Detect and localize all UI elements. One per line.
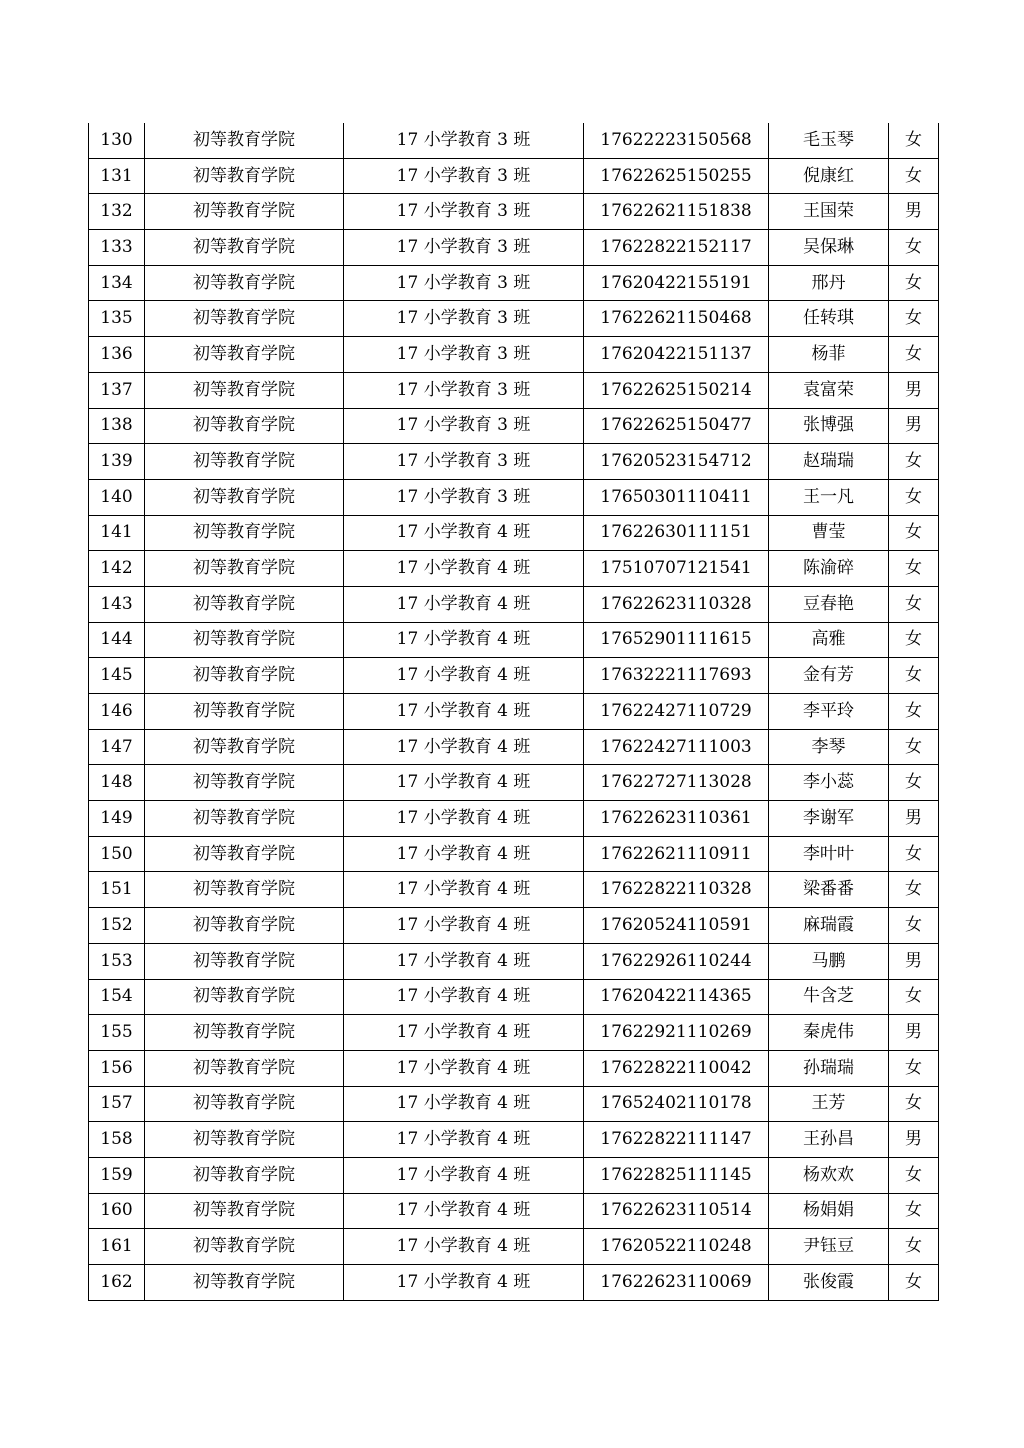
table-row [89, 1193, 939, 1229]
row-number-cell: 154 [89, 979, 145, 1015]
class-cell: 17 小学教育 4 班 [344, 1122, 584, 1158]
row-number-cell: 151 [89, 872, 145, 908]
student-name-cell: 孙瑞瑞 [769, 1050, 889, 1086]
student-id-cell: 17622621110911 [584, 836, 769, 872]
gender-cell: 女 [889, 1050, 939, 1086]
row-number-cell: 136 [89, 337, 145, 373]
class-cell: 17 小学教育 3 班 [344, 230, 584, 266]
class-cell: 17 小学教育 3 班 [344, 408, 584, 444]
college-cell: 初等教育学院 [145, 337, 344, 373]
table-row [89, 1086, 939, 1122]
college-cell: 初等教育学院 [145, 765, 344, 801]
table-row [89, 408, 939, 444]
row-number-cell: 142 [89, 551, 145, 587]
student-id-cell: 17622727113028 [584, 765, 769, 801]
table-row [89, 372, 939, 408]
class-cell: 17 小学教育 4 班 [344, 551, 584, 587]
row-number-cell: 132 [89, 194, 145, 230]
student-name-cell: 任转琪 [769, 301, 889, 337]
table-row [89, 908, 939, 944]
student-id-cell: 17622625150477 [584, 408, 769, 444]
college-cell: 初等教育学院 [145, 694, 344, 730]
gender-cell: 女 [889, 1229, 939, 1265]
table-row [89, 158, 939, 194]
gender-cell: 男 [889, 801, 939, 837]
student-id-cell: 17622623110069 [584, 1265, 769, 1301]
student-roster-table [88, 123, 939, 1301]
table-row [89, 265, 939, 301]
table-row [89, 1122, 939, 1158]
class-cell: 17 小学教育 3 班 [344, 265, 584, 301]
college-cell: 初等教育学院 [145, 408, 344, 444]
college-cell: 初等教育学院 [145, 979, 344, 1015]
student-name-cell: 杨菲 [769, 337, 889, 373]
college-cell: 初等教育学院 [145, 1086, 344, 1122]
class-cell: 17 小学教育 4 班 [344, 801, 584, 837]
row-number-cell: 139 [89, 444, 145, 480]
roster-body [89, 123, 939, 1300]
table-row [89, 872, 939, 908]
table-row [89, 694, 939, 730]
gender-cell: 男 [889, 372, 939, 408]
student-id-cell: 17620522110248 [584, 1229, 769, 1265]
college-cell: 初等教育学院 [145, 658, 344, 694]
student-id-cell: 17622621150468 [584, 301, 769, 337]
student-name-cell: 曹莹 [769, 515, 889, 551]
college-cell: 初等教育学院 [145, 194, 344, 230]
class-cell: 17 小学教育 4 班 [344, 872, 584, 908]
row-number-cell: 134 [89, 265, 145, 301]
student-name-cell: 赵瑞瑞 [769, 444, 889, 480]
student-id-cell: 17620524110591 [584, 908, 769, 944]
gender-cell: 男 [889, 194, 939, 230]
class-cell: 17 小学教育 4 班 [344, 729, 584, 765]
student-id-cell: 17622223150568 [584, 123, 769, 158]
student-id-cell: 17622623110514 [584, 1193, 769, 1229]
gender-cell: 男 [889, 408, 939, 444]
student-name-cell: 李小蕊 [769, 765, 889, 801]
gender-cell: 男 [889, 943, 939, 979]
student-name-cell: 杨娟娟 [769, 1193, 889, 1229]
student-name-cell: 李叶叶 [769, 836, 889, 872]
table-row [89, 1229, 939, 1265]
row-number-cell: 138 [89, 408, 145, 444]
student-id-cell: 17622921110269 [584, 1015, 769, 1051]
class-cell: 17 小学教育 3 班 [344, 158, 584, 194]
gender-cell: 男 [889, 1122, 939, 1158]
row-number-cell: 156 [89, 1050, 145, 1086]
row-number-cell: 161 [89, 1229, 145, 1265]
student-id-cell: 17650301110411 [584, 479, 769, 515]
row-number-cell: 155 [89, 1015, 145, 1051]
class-cell: 17 小学教育 3 班 [344, 194, 584, 230]
college-cell: 初等教育学院 [145, 230, 344, 266]
student-name-cell: 牛含芝 [769, 979, 889, 1015]
gender-cell: 女 [889, 1086, 939, 1122]
gender-cell: 女 [889, 123, 939, 158]
row-number-cell: 133 [89, 230, 145, 266]
student-id-cell: 17620422114365 [584, 979, 769, 1015]
table-row [89, 123, 939, 158]
table-row [89, 1050, 939, 1086]
gender-cell: 女 [889, 515, 939, 551]
gender-cell: 女 [889, 872, 939, 908]
row-number-cell: 131 [89, 158, 145, 194]
student-id-cell: 17622623110328 [584, 586, 769, 622]
student-id-cell: 17652901111615 [584, 622, 769, 658]
class-cell: 17 小学教育 4 班 [344, 622, 584, 658]
row-number-cell: 153 [89, 943, 145, 979]
row-number-cell: 146 [89, 694, 145, 730]
table-row [89, 230, 939, 266]
gender-cell: 女 [889, 836, 939, 872]
student-name-cell: 王一凡 [769, 479, 889, 515]
gender-cell: 女 [889, 765, 939, 801]
student-name-cell: 邢丹 [769, 265, 889, 301]
student-id-cell: 17622926110244 [584, 943, 769, 979]
class-cell: 17 小学教育 4 班 [344, 515, 584, 551]
table-row [89, 337, 939, 373]
class-cell: 17 小学教育 3 班 [344, 337, 584, 373]
table-row [89, 1265, 939, 1301]
table-row [89, 444, 939, 480]
student-id-cell: 17622625150214 [584, 372, 769, 408]
table-row [89, 551, 939, 587]
table-row [89, 194, 939, 230]
college-cell: 初等教育学院 [145, 301, 344, 337]
student-name-cell: 李谢军 [769, 801, 889, 837]
class-cell: 17 小学教育 3 班 [344, 479, 584, 515]
class-cell: 17 小学教育 4 班 [344, 1015, 584, 1051]
student-name-cell: 梁番番 [769, 872, 889, 908]
college-cell: 初等教育学院 [145, 1122, 344, 1158]
gender-cell: 女 [889, 586, 939, 622]
row-number-cell: 150 [89, 836, 145, 872]
student-id-cell: 17622427111003 [584, 729, 769, 765]
class-cell: 17 小学教育 3 班 [344, 301, 584, 337]
college-cell: 初等教育学院 [145, 729, 344, 765]
student-id-cell: 17622621151838 [584, 194, 769, 230]
college-cell: 初等教育学院 [145, 479, 344, 515]
student-name-cell: 尹钰豆 [769, 1229, 889, 1265]
student-id-cell: 17652402110178 [584, 1086, 769, 1122]
gender-cell: 女 [889, 729, 939, 765]
student-name-cell: 袁富荣 [769, 372, 889, 408]
college-cell: 初等教育学院 [145, 943, 344, 979]
table-row [89, 301, 939, 337]
college-cell: 初等教育学院 [145, 872, 344, 908]
row-number-cell: 148 [89, 765, 145, 801]
gender-cell: 女 [889, 1265, 939, 1301]
class-cell: 17 小学教育 3 班 [344, 123, 584, 158]
student-id-cell: 17622623110361 [584, 801, 769, 837]
table-row [89, 836, 939, 872]
gender-cell: 女 [889, 230, 939, 266]
college-cell: 初等教育学院 [145, 1229, 344, 1265]
row-number-cell: 140 [89, 479, 145, 515]
student-name-cell: 杨欢欢 [769, 1157, 889, 1193]
college-cell: 初等教育学院 [145, 1265, 344, 1301]
gender-cell: 男 [889, 1015, 939, 1051]
student-name-cell: 豆春艳 [769, 586, 889, 622]
student-id-cell: 17622822152117 [584, 230, 769, 266]
student-id-cell: 17622625150255 [584, 158, 769, 194]
student-id-cell: 17620422151137 [584, 337, 769, 373]
table-row [89, 658, 939, 694]
student-id-cell: 17622427110729 [584, 694, 769, 730]
row-number-cell: 130 [89, 123, 145, 158]
row-number-cell: 162 [89, 1265, 145, 1301]
table-row [89, 729, 939, 765]
gender-cell: 女 [889, 551, 939, 587]
table-row [89, 801, 939, 837]
table-row [89, 515, 939, 551]
student-id-cell: 17622822110042 [584, 1050, 769, 1086]
student-name-cell: 王国荣 [769, 194, 889, 230]
student-name-cell: 王芳 [769, 1086, 889, 1122]
row-number-cell: 159 [89, 1157, 145, 1193]
gender-cell: 女 [889, 479, 939, 515]
student-name-cell: 王孙昌 [769, 1122, 889, 1158]
student-name-cell: 陈渝碎 [769, 551, 889, 587]
row-number-cell: 137 [89, 372, 145, 408]
student-id-cell: 17510707121541 [584, 551, 769, 587]
table-row [89, 479, 939, 515]
student-id-cell: 17620523154712 [584, 444, 769, 480]
student-name-cell: 倪康红 [769, 158, 889, 194]
gender-cell: 女 [889, 265, 939, 301]
row-number-cell: 135 [89, 301, 145, 337]
class-cell: 17 小学教育 4 班 [344, 586, 584, 622]
gender-cell: 女 [889, 158, 939, 194]
gender-cell: 女 [889, 1157, 939, 1193]
student-id-cell: 17622630111151 [584, 515, 769, 551]
row-number-cell: 147 [89, 729, 145, 765]
row-number-cell: 157 [89, 1086, 145, 1122]
class-cell: 17 小学教育 4 班 [344, 694, 584, 730]
student-name-cell: 李琴 [769, 729, 889, 765]
gender-cell: 女 [889, 908, 939, 944]
class-cell: 17 小学教育 4 班 [344, 1193, 584, 1229]
gender-cell: 女 [889, 444, 939, 480]
class-cell: 17 小学教育 4 班 [344, 979, 584, 1015]
row-number-cell: 141 [89, 515, 145, 551]
college-cell: 初等教育学院 [145, 444, 344, 480]
gender-cell: 女 [889, 658, 939, 694]
student-id-cell: 17622822111147 [584, 1122, 769, 1158]
row-number-cell: 158 [89, 1122, 145, 1158]
row-number-cell: 143 [89, 586, 145, 622]
student-id-cell: 17632221117693 [584, 658, 769, 694]
table-row [89, 765, 939, 801]
student-name-cell: 张博强 [769, 408, 889, 444]
college-cell: 初等教育学院 [145, 622, 344, 658]
class-cell: 17 小学教育 3 班 [344, 372, 584, 408]
class-cell: 17 小学教育 3 班 [344, 444, 584, 480]
college-cell: 初等教育学院 [145, 551, 344, 587]
college-cell: 初等教育学院 [145, 586, 344, 622]
college-cell: 初等教育学院 [145, 123, 344, 158]
class-cell: 17 小学教育 4 班 [344, 1265, 584, 1301]
gender-cell: 女 [889, 694, 939, 730]
table-row [89, 943, 939, 979]
class-cell: 17 小学教育 4 班 [344, 1050, 584, 1086]
class-cell: 17 小学教育 4 班 [344, 1229, 584, 1265]
row-number-cell: 152 [89, 908, 145, 944]
student-id-cell: 17620422155191 [584, 265, 769, 301]
college-cell: 初等教育学院 [145, 1193, 344, 1229]
college-cell: 初等教育学院 [145, 1015, 344, 1051]
gender-cell: 女 [889, 1193, 939, 1229]
class-cell: 17 小学教育 4 班 [344, 1157, 584, 1193]
row-number-cell: 160 [89, 1193, 145, 1229]
table-row [89, 586, 939, 622]
college-cell: 初等教育学院 [145, 265, 344, 301]
student-name-cell: 李平玲 [769, 694, 889, 730]
row-number-cell: 149 [89, 801, 145, 837]
student-name-cell: 高雅 [769, 622, 889, 658]
row-number-cell: 144 [89, 622, 145, 658]
college-cell: 初等教育学院 [145, 515, 344, 551]
table-row [89, 979, 939, 1015]
college-cell: 初等教育学院 [145, 908, 344, 944]
gender-cell: 女 [889, 979, 939, 1015]
college-cell: 初等教育学院 [145, 1157, 344, 1193]
class-cell: 17 小学教育 4 班 [344, 908, 584, 944]
class-cell: 17 小学教育 4 班 [344, 1086, 584, 1122]
gender-cell: 女 [889, 337, 939, 373]
student-name-cell: 毛玉琴 [769, 123, 889, 158]
student-name-cell: 麻瑞霞 [769, 908, 889, 944]
college-cell: 初等教育学院 [145, 372, 344, 408]
class-cell: 17 小学教育 4 班 [344, 658, 584, 694]
student-name-cell: 吴保琳 [769, 230, 889, 266]
college-cell: 初等教育学院 [145, 801, 344, 837]
table-row [89, 1157, 939, 1193]
college-cell: 初等教育学院 [145, 836, 344, 872]
gender-cell: 女 [889, 301, 939, 337]
college-cell: 初等教育学院 [145, 1050, 344, 1086]
student-id-cell: 17622822110328 [584, 872, 769, 908]
student-name-cell: 马鹏 [769, 943, 889, 979]
student-name-cell: 金有芳 [769, 658, 889, 694]
student-name-cell: 张俊霞 [769, 1265, 889, 1301]
student-name-cell: 秦虎伟 [769, 1015, 889, 1051]
row-number-cell: 145 [89, 658, 145, 694]
college-cell: 初等教育学院 [145, 158, 344, 194]
class-cell: 17 小学教育 4 班 [344, 943, 584, 979]
class-cell: 17 小学教育 4 班 [344, 836, 584, 872]
class-cell: 17 小学教育 4 班 [344, 765, 584, 801]
table-row [89, 1015, 939, 1051]
gender-cell: 女 [889, 622, 939, 658]
student-id-cell: 17622825111145 [584, 1157, 769, 1193]
table-row [89, 622, 939, 658]
